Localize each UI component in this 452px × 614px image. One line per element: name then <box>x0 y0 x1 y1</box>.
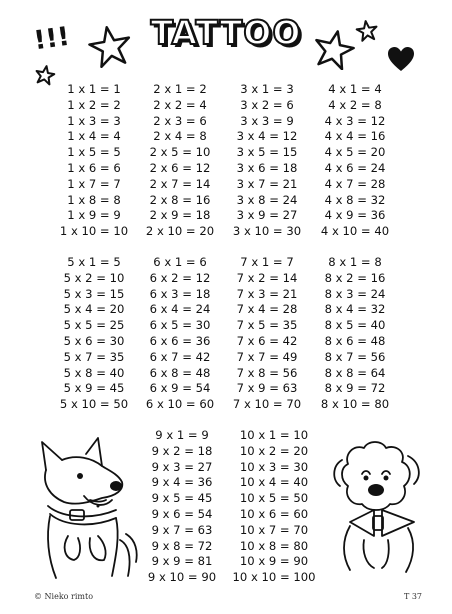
heart-icon <box>386 44 416 74</box>
table-row: 4 x 1 = 4 <box>328 82 382 96</box>
table-row: 5 x 6 = 30 <box>63 333 125 348</box>
table-row: 7 x 9 = 63 <box>236 381 298 396</box>
table-row: 2 x 4 = 8 <box>153 129 207 144</box>
table-row: 7 x 3 = 21 <box>236 286 298 301</box>
table-row: 8 x 3 = 24 <box>324 286 386 301</box>
table-row: 6 x 9 = 54 <box>149 381 211 396</box>
table-10 <box>224 428 324 586</box>
table-row: 3 x 1 = 3 <box>240 82 294 96</box>
table-row: 10 x 7 = 70 <box>239 522 309 537</box>
table-row: 8 x 8 = 64 <box>324 365 386 380</box>
table-row: 2 x 8 = 16 <box>149 192 211 207</box>
table-6 <box>135 255 225 413</box>
table-row: 8 x 9 = 72 <box>324 381 386 396</box>
table-row: 4 x 6 = 24 <box>324 160 386 175</box>
table-row: 5 x 8 = 40 <box>63 365 125 380</box>
table-row: 10 x 6 = 60 <box>239 506 309 521</box>
table-row: 4 x 3 = 12 <box>324 113 386 128</box>
exclamation-marks: !!! <box>32 21 72 57</box>
table-row: 9 x 6 = 54 <box>151 506 213 521</box>
table-row: 6 x 2 = 12 <box>149 270 211 285</box>
star-icon-small-right <box>355 19 379 43</box>
table-row: 4 x 4 = 16 <box>324 129 386 144</box>
table-row: 5 x 5 = 25 <box>63 318 125 333</box>
table-row: 5 x 10 = 50 <box>59 397 129 412</box>
table-7 <box>222 255 312 413</box>
table-row: 7 x 6 = 42 <box>236 333 298 348</box>
table-row: 3 x 5 = 15 <box>236 145 298 160</box>
table-row: 1 x 10 = 10 <box>59 224 129 239</box>
table-row: 10 x 3 = 30 <box>239 459 309 474</box>
table-row: 10 x 8 = 80 <box>239 538 309 553</box>
table-row: 6 x 7 = 42 <box>149 349 211 364</box>
table-row: 10 x 4 = 40 <box>239 475 309 490</box>
table-row: 3 x 6 = 18 <box>236 160 298 175</box>
table-row: 7 x 2 = 14 <box>236 270 298 285</box>
table-row: 10 x 5 = 50 <box>239 491 309 506</box>
table-row: 7 x 1 = 7 <box>240 255 294 269</box>
table-row: 1 x 9 = 9 <box>67 208 121 223</box>
dog-illustration-left <box>32 436 142 584</box>
table-5 <box>49 255 139 413</box>
dog-illustration-right <box>328 436 428 576</box>
page-number: T 37 <box>403 592 422 601</box>
table-row: 7 x 8 = 56 <box>236 365 298 380</box>
table-row: 6 x 10 = 60 <box>145 397 215 412</box>
table-row: 9 x 8 = 72 <box>151 538 213 553</box>
table-row: 7 x 7 = 49 <box>236 349 298 364</box>
table-row: 3 x 10 = 30 <box>232 224 302 239</box>
table-row: 8 x 1 = 8 <box>328 255 382 269</box>
table-row: 5 x 4 = 20 <box>63 302 125 317</box>
table-row: 10 x 1 = 10 <box>239 428 309 442</box>
table-row: 9 x 9 = 81 <box>151 554 213 569</box>
table-row: 9 x 10 = 90 <box>147 570 217 585</box>
table-row: 2 x 1 = 2 <box>153 82 207 96</box>
table-row: 6 x 3 = 18 <box>149 286 211 301</box>
table-row: 4 x 8 = 32 <box>324 192 386 207</box>
table-row: 9 x 7 = 63 <box>151 522 213 537</box>
table-row: 1 x 4 = 4 <box>67 129 121 144</box>
table-8 <box>310 255 400 413</box>
copyright-text: © Nieko rimto <box>34 592 94 601</box>
table-row: 2 x 7 = 14 <box>149 176 211 191</box>
table-row: 1 x 5 = 5 <box>67 145 121 160</box>
table-row: 6 x 1 = 6 <box>153 255 207 269</box>
table-row: 6 x 4 = 24 <box>149 302 211 317</box>
table-row: 9 x 3 = 27 <box>151 459 213 474</box>
table-row: 9 x 2 = 18 <box>151 443 213 458</box>
table-row: 6 x 6 = 36 <box>149 333 211 348</box>
table-row: 1 x 2 = 2 <box>67 97 121 112</box>
table-row: 1 x 7 = 7 <box>67 176 121 191</box>
table-row: 9 x 4 = 36 <box>151 475 213 490</box>
table-row: 10 x 2 = 20 <box>239 443 309 458</box>
table-2 <box>135 82 225 240</box>
table-row: 5 x 2 = 10 <box>63 270 125 285</box>
table-row: 8 x 6 = 48 <box>324 333 386 348</box>
table-row: 10 x 10 = 100 <box>232 570 316 585</box>
table-row: 4 x 9 = 36 <box>324 208 386 223</box>
star-icon-large-left <box>88 24 132 68</box>
table-row: 4 x 10 = 40 <box>320 224 390 239</box>
table-row: 10 x 9 = 90 <box>239 554 309 569</box>
table-row: 5 x 9 = 45 <box>63 381 125 396</box>
table-row: 3 x 9 = 27 <box>236 208 298 223</box>
table-row: 4 x 7 = 28 <box>324 176 386 191</box>
table-row: 7 x 10 = 70 <box>232 397 302 412</box>
table-4 <box>310 82 400 240</box>
table-row: 3 x 2 = 6 <box>240 97 294 112</box>
table-row: 8 x 2 = 16 <box>324 270 386 285</box>
table-row: 1 x 1 = 1 <box>67 82 121 96</box>
table-row: 5 x 1 = 5 <box>67 255 121 269</box>
table-row: 2 x 2 = 4 <box>153 97 207 112</box>
page-title: TATTOO <box>150 13 302 52</box>
table-row: 3 x 8 = 24 <box>236 192 298 207</box>
table-row: 2 x 3 = 6 <box>153 113 207 128</box>
table-row: 7 x 4 = 28 <box>236 302 298 317</box>
table-9 <box>137 428 227 586</box>
table-row: 4 x 5 = 20 <box>324 145 386 160</box>
table-row: 1 x 3 = 3 <box>67 113 121 128</box>
table-row: 3 x 4 = 12 <box>236 129 298 144</box>
table-row: 1 x 8 = 8 <box>67 192 121 207</box>
table-row: 8 x 10 = 80 <box>320 397 390 412</box>
table-row: 4 x 2 = 8 <box>328 97 382 112</box>
table-row: 7 x 5 = 35 <box>236 318 298 333</box>
table-row: 8 x 5 = 40 <box>324 318 386 333</box>
table-1 <box>49 82 139 240</box>
star-icon-large-right <box>313 28 355 70</box>
table-row: 3 x 7 = 21 <box>236 176 298 191</box>
table-row: 6 x 8 = 48 <box>149 365 211 380</box>
table-row: 8 x 7 = 56 <box>324 349 386 364</box>
table-row: 2 x 10 = 20 <box>145 224 215 239</box>
table-row: 3 x 3 = 9 <box>240 113 294 128</box>
table-row: 9 x 5 = 45 <box>151 491 213 506</box>
table-row: 1 x 6 = 6 <box>67 160 121 175</box>
table-row: 8 x 4 = 32 <box>324 302 386 317</box>
table-row: 5 x 3 = 15 <box>63 286 125 301</box>
table-3 <box>222 82 312 240</box>
table-row: 9 x 1 = 9 <box>155 428 209 442</box>
table-row: 2 x 6 = 12 <box>149 160 211 175</box>
table-row: 2 x 5 = 10 <box>149 145 211 160</box>
table-row: 6 x 5 = 30 <box>149 318 211 333</box>
table-row: 5 x 7 = 35 <box>63 349 125 364</box>
table-row: 2 x 9 = 18 <box>149 208 211 223</box>
